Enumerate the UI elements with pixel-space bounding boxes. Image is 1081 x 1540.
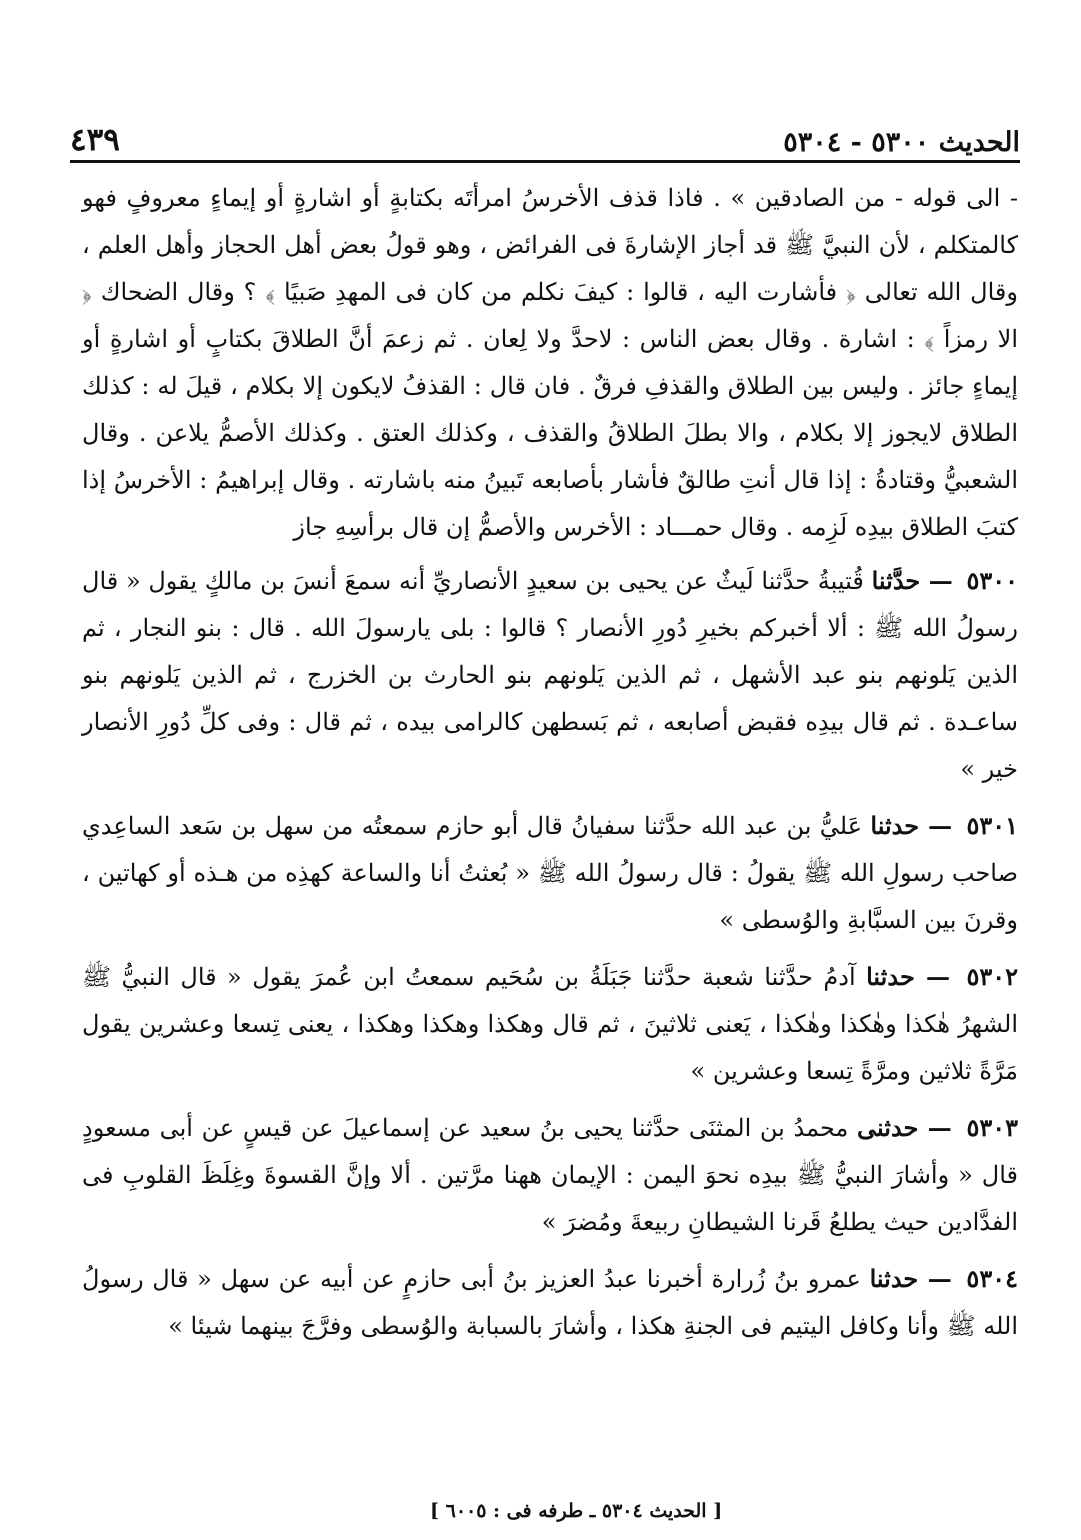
hadith-5301 xyxy=(82,802,1018,944)
intro-paragraph: - الى قوله - من الصادقين » . فاذا قذف الأخرسُ امرأتَه بكتابةٍ أو اشارةٍ أو إيماءٍ معروفٍ فهو كالمتكلم ، لأن النبيَّ ﷺ قد أجاز الإشارةَ فى الفرائض ، وهو قولُ بعض أهل الحجاز وأهل العلم ، وقال الله تعالى ﴿ فأشارت اليه ، قالوا : كيفَ نكلم من كان فى المهدِ صَبيًا ﴾ ؟ وقال الضحاك ﴿ الا رمزاً ﴾ : اشارة . وقال بعض الناس : لاحدَّ ولا لِعان . ثم زعمَ أنَّ الطلاقَ بكتابٍ أو اشارةٍ أو إيماءٍ جائز . وليس بين الطلاق والقذفِ فرقٌ . فان قال : القذفُ لايكون إلا بكلام ، قيلَ له : كذلك الطلاق لايجوز إلا بكلام ، والا بطلَ الطلاقُ والقذف ، وكذلك العتق . وكذلك الأصمُّ يلاعن . وقال الشعبيُّ وقتادةُ : إذا قال أنتِ طالقٌ فأشار بأصابعه تَبينُ منه باشارته . وقال إبراهيمُ : الأخرسُ إذا كتبَ الطلاق بيدِه لَزِمه . وقال حمـــاد : الأخرس والأصمُّ إن قال برأسِهِ جاز xyxy=(82,184,1019,541)
hadith-lead: — حدثنا xyxy=(870,811,953,840)
hadith-text: عَليُّ بن عبد الله حدَّثنا سفيانُ قال أبو حازم سمعتُه من سهل بن سَعد الساعِدي صاحب رسولِ الله ﷺ يقولُ : قال رسولُ الله ﷺ « بُعثتُ أنا والساعة كهذِه من هـذه أو كهاتين ، وقرنَ بين السبَّابةِ والوُسطى » xyxy=(82,812,1018,934)
hadith-number: ٥٣٠٣ xyxy=(966,1113,1018,1142)
hadith-range-title: الحديث ٥٣٠٠ - ٥٣٠٤ xyxy=(783,127,1020,158)
hadith-5304 xyxy=(82,1255,1018,1350)
page-header xyxy=(70,122,1020,158)
hadith-lead: — حدثنا xyxy=(869,1264,952,1293)
hadith-lead: — حدَّثنا xyxy=(871,566,953,595)
footnote-reference: [ الحديث ٥٣٠٤ ـ طرفه فى : ٦٠٠٥ ] xyxy=(430,1500,723,1522)
header-rule xyxy=(70,160,1020,163)
hadith-text: آدمُ حدَّثنا شعبة حدَّثنا جَبَلَةُ بن سُحَيم سمعتُ ابن عُمرَ يقول « قال النبيُّ ﷺ الشهرُ هٰكذا وهٰكذا وهٰكذا ، يَعنى ثلاثينَ ، ثم قال وهكذا وهكذا وهكذا ، يعنى تِسعا وعشرين يقول مَرَّةً ثلاثين ومرَّةً تِسعا وعشرين » xyxy=(82,963,1018,1085)
hadith-number: ٥٣٠٠ xyxy=(966,566,1018,595)
hadith-number: ٥٣٠١ xyxy=(966,811,1018,840)
page-body xyxy=(82,175,1018,1359)
hadith-5302 xyxy=(82,953,1018,1095)
hadith-text: عمرو بنُ زُرارة أخبرنا عبدُ العزيز بنُ أبى حازمٍ عن أبيه عن سهل « قال رسولُ الله ﷺ وأنا وكافل اليتيم فى الجنةِ هكذا ، وأشارَ بالسبابة والوُسطى وفرَّجَ بينهما شيئا » xyxy=(82,1265,1018,1340)
hadith-text: قُتيبةُ حدَّثنا لَيثٌ عن يحيى بن سعيدٍ الأنصاريِّ أنه سمعَ أنسَ بن مالكٍ يقول « قال رسولُ الله ﷺ : ألا أخبركم بخيرِ دُورِ الأنصار ؟ قالوا : بلى يارسولَ الله . قال : بنو النجار ، ثم الذين يَلونهم بنو عبد الأشهل ، ثم الذين يَلونهم بنو الحارث بن الخزرج ، ثم الذين يَلونهم بنو ساعـدة . ثم قال بيدِه فقبض أصابعه ، ثم بَسطهن كالرامى بيده ، ثم قال : وفى كلِّ دُورِ الأنصار خير » xyxy=(82,567,1018,783)
hadith-lead: — حدثنا xyxy=(866,962,950,991)
page-number: ٤٣٩ xyxy=(70,122,120,158)
hadith-5300 xyxy=(82,557,1018,793)
hadith-lead: — حدثنى xyxy=(857,1113,952,1142)
hadith-text: محمدُ بن المثنَى حدَّثنا يحيى بنُ سعيد عن إسماعيلَ عن قيسٍ عن أبى مسعودٍ قال « وأشارَ النبيُّ ﷺ بيدِه نحوَ اليمن : الإيمان ههنا مرَّتين . ألا وإنَّ القسوةَ وغِلَظَ القلوبِ فى الفدَّادين حيث يطلعُ قَرنا الشيطانِ ربيعةَ ومُضرَ » xyxy=(82,1114,1018,1236)
hadith-number: ٥٣٠٢ xyxy=(966,962,1018,991)
hadith-5303 xyxy=(82,1104,1018,1246)
hadith-number: ٥٣٠٤ xyxy=(966,1264,1018,1293)
